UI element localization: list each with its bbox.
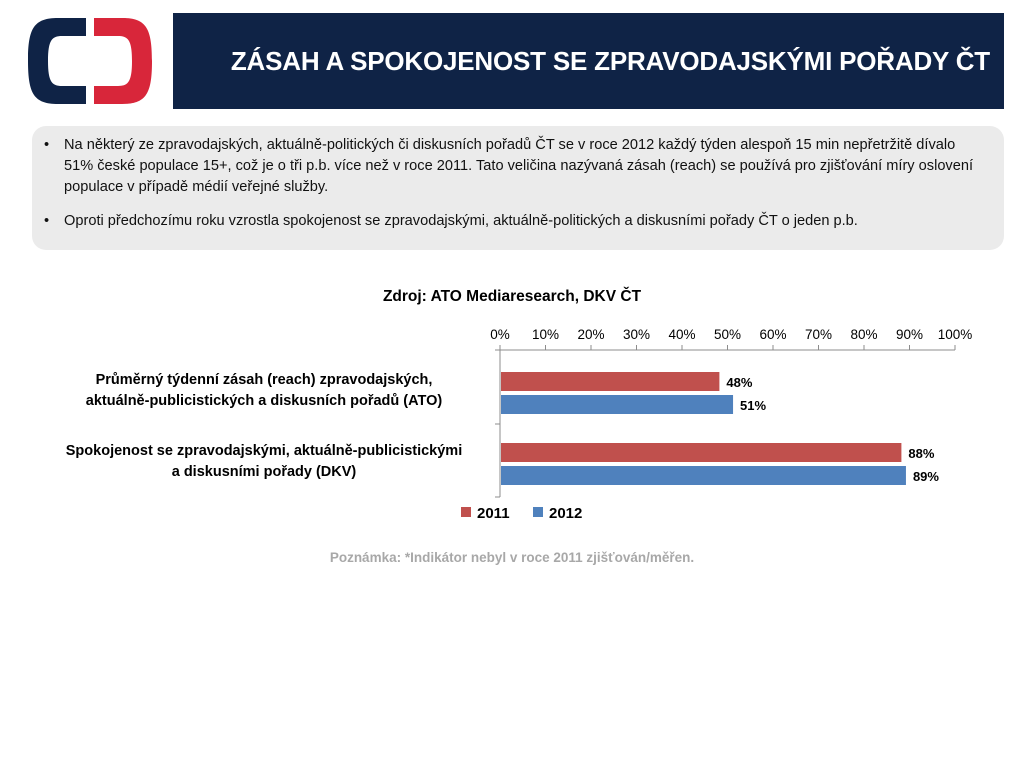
page-title: ZÁSAH A SPOKOJENOST SE ZPRAVODAJSKÝMI POŘADY ČT [230, 46, 990, 76]
x-tick-label: 30% [622, 327, 651, 342]
bullet-icon: • [44, 137, 50, 153]
bar-2012 [501, 395, 733, 414]
bullet-text: Oproti předchozímu roku vzrostla spokojenost se zpravodajskými, aktuálně-politických a diskusními pořady ČT o jeden p.b. [64, 213, 858, 229]
footnote: Poznámka: *Indikátor nebyl v roce 2011 zjišťován/měřen. [329, 550, 695, 565]
x-tick-label: 20% [577, 327, 605, 342]
bullet-text: Na některý ze zpravodajských, aktuálně-politických či diskusních pořadů ČT se v roce 2012 každý týden alespoň 15 min nepřetržitě dívalo 51% české populace 15+, což je o tři p.b. více než v roce 2011. Tato veličina nazývaná zásah (reach) se používá pro zjišťování míry oslovení populace v případě médií veřejné služby. [64, 137, 974, 195]
legend-swatch-2011 [461, 507, 471, 517]
data-label: 88% [908, 446, 935, 461]
bullet-icon: • [44, 213, 50, 229]
x-tick-label: 10% [531, 327, 560, 342]
x-tick-label: 50% [713, 327, 742, 342]
data-label: 51% [740, 398, 767, 413]
bar-2011 [501, 443, 901, 462]
legend-item-2012 [533, 505, 582, 522]
bar-2011 [501, 372, 719, 391]
x-tick-label: 40% [668, 327, 696, 342]
x-tick-label: 100% [937, 327, 973, 342]
category-label: Spokojenost se zpravodajskými, aktuálně-publicistickými [65, 443, 463, 459]
bar-2012 [501, 466, 906, 485]
chart-source: Zdroj: ATO Mediaresearch, DKV ČT [382, 288, 642, 305]
data-label: 89% [912, 469, 939, 484]
x-tick-label: 60% [759, 327, 787, 342]
category-label: aktuálně-publicistických a diskusních pořadů (ATO) [85, 393, 443, 409]
category-label: Průměrný týdenní zásah (reach) zpravodajských, [95, 372, 433, 388]
data-label: 48% [726, 375, 753, 390]
legend-label-2011: 2011 [477, 505, 510, 522]
category-label: a diskusními pořady (DKV) [171, 464, 357, 480]
legend-swatch-2012 [533, 507, 543, 517]
x-tick-label: 0% [490, 327, 510, 342]
x-tick-label: 70% [804, 327, 833, 342]
x-tick-label: 80% [850, 327, 878, 342]
legend-label-2012: 2012 [549, 505, 583, 522]
x-tick-label: 90% [895, 327, 924, 342]
legend-item-2011 [461, 505, 510, 522]
